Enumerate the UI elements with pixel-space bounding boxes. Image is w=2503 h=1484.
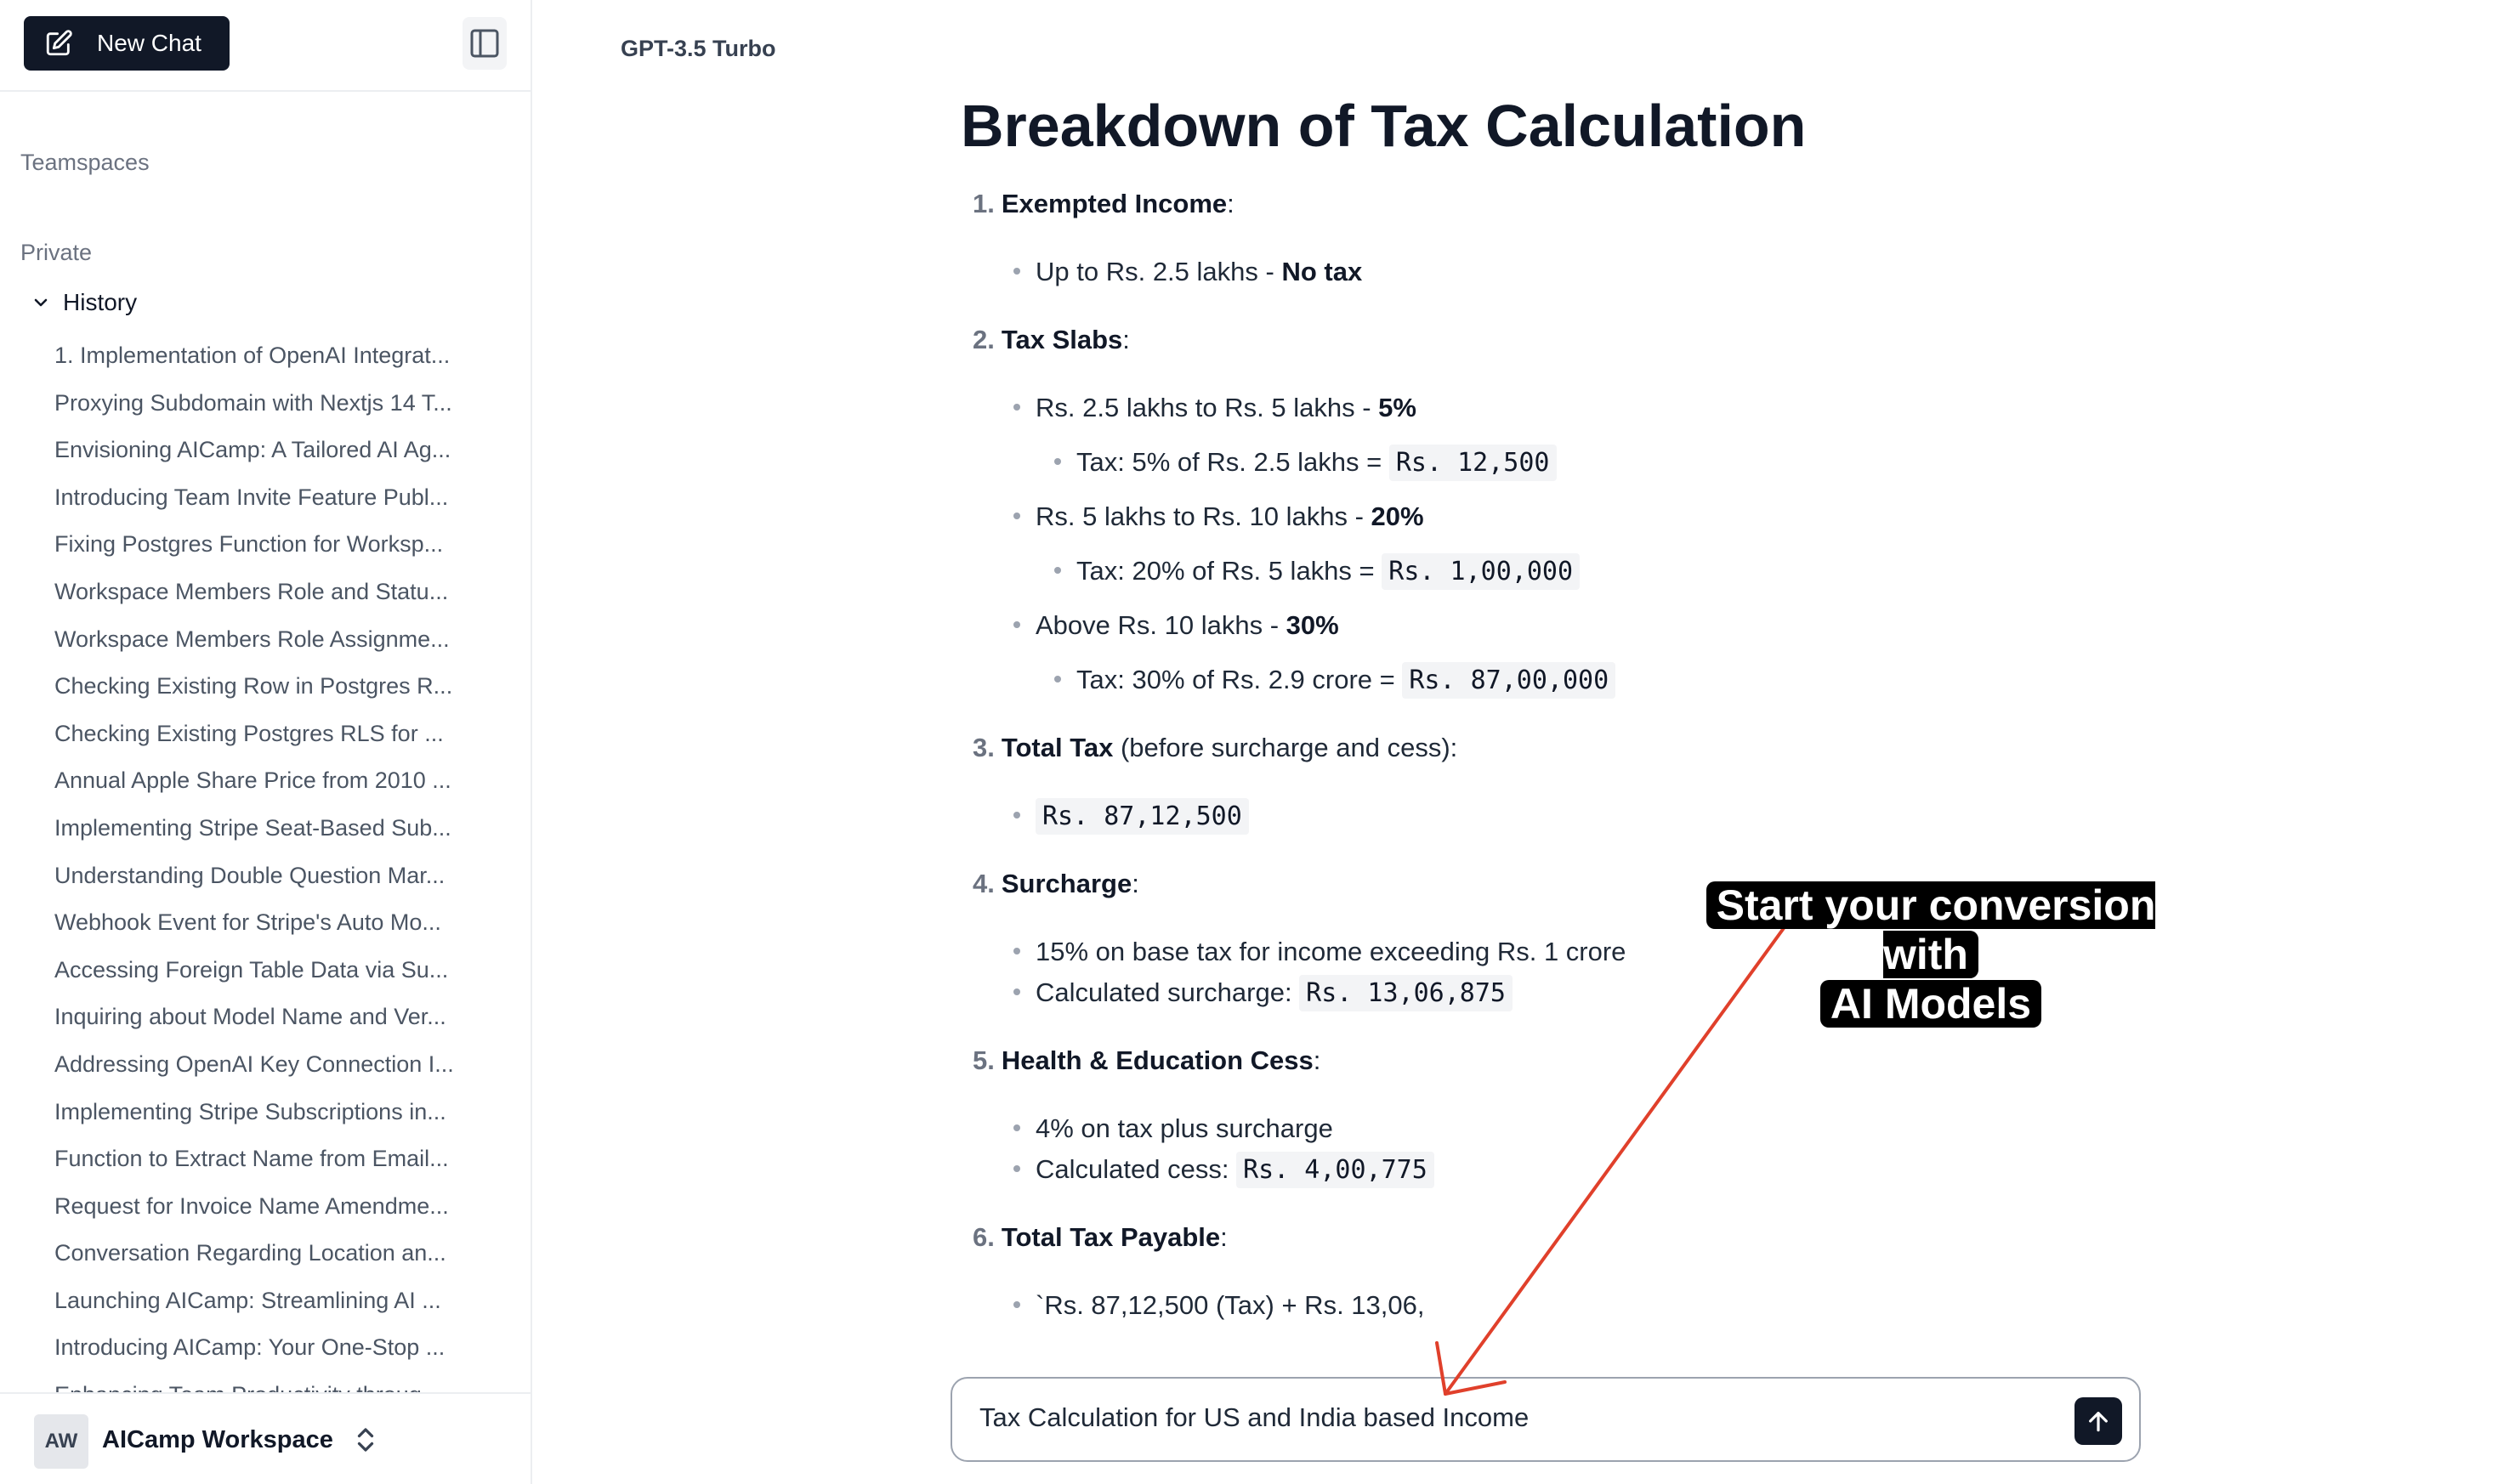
list-number: 1.: [973, 189, 995, 218]
item-bold: 5%: [1378, 393, 1416, 422]
message-title: Breakdown of Tax Calculation: [961, 93, 1807, 159]
history-label: History: [63, 289, 138, 315]
private-label[interactable]: Private: [20, 240, 93, 265]
history-item[interactable]: Proxying Subdomain with Nextjs 14 T...: [54, 389, 452, 416]
inline-code: Rs. 87,12,500: [1036, 798, 1249, 835]
history-item[interactable]: Checking Existing Row in Postgres R...: [54, 673, 453, 700]
workspace-name: AICamp Workspace: [102, 1426, 333, 1453]
item-text: Tax: 30% of Rs. 2.9 crore =: [1076, 665, 1403, 694]
section-suffix: (before surcharge and cess):: [1113, 733, 1458, 762]
section-suffix: :: [1227, 189, 1234, 218]
history-item[interactable]: Checking Existing Postgres RLS for ...: [54, 720, 444, 746]
item-text: 4% on tax plus surcharge: [1036, 1113, 1333, 1143]
section-heading: Surcharge: [1001, 869, 1132, 898]
item-bold: 20%: [1371, 501, 1424, 531]
inline-code: Rs. 87,00,000: [1402, 662, 1615, 699]
list-number: 3.: [973, 733, 995, 762]
section-suffix: :: [1220, 1222, 1228, 1252]
history-item[interactable]: 1. Implementation of OpenAI Integrat...: [54, 343, 451, 368]
callout-line-1: Start your conversion with: [1706, 881, 2156, 978]
list-number: 6.: [973, 1222, 995, 1252]
history-item[interactable]: Inquiring about Model Name and Ver...: [54, 1004, 446, 1030]
item-text: Tax: 20% of Rs. 5 lakhs =: [1076, 556, 1382, 586]
section-heading: Health & Education Cess: [1001, 1045, 1314, 1075]
item-text: Calculated cess:: [1036, 1154, 1237, 1184]
history-item[interactable]: Envisioning AICamp: A Tailored AI Ag...: [54, 437, 451, 463]
history-item[interactable]: Conversation Regarding Location an...: [54, 1240, 446, 1266]
item-text: 15% on base tax for income exceeding Rs. 1 crore: [1036, 937, 1626, 966]
section-suffix: :: [1313, 1045, 1321, 1075]
section-suffix: :: [1122, 325, 1130, 354]
history-item[interactable]: Introducing AICamp: Your One-Stop ...: [54, 1334, 446, 1361]
item-bold: No tax: [1281, 257, 1363, 286]
history-item[interactable]: Introducing Team Invite Feature Publ...: [54, 484, 449, 510]
inline-code: Rs. 13,06,875: [1299, 975, 1513, 1011]
inline-code: Rs. 1,00,000: [1382, 553, 1580, 590]
new-chat-label: New Chat: [97, 30, 201, 56]
history-item[interactable]: Implementing Stripe Seat-Based Sub...: [54, 814, 451, 841]
item-text: Tax: 5% of Rs. 2.5 lakhs =: [1076, 447, 1389, 477]
item-text: Rs. 2.5 lakhs to Rs. 5 lakhs -: [1036, 393, 1379, 422]
item-text: Up to Rs. 2.5 lakhs -: [1036, 257, 1282, 286]
workspace-avatar: AW: [34, 1414, 88, 1469]
item-bold: 30%: [1286, 610, 1339, 640]
history-item[interactable]: Addressing OpenAI Key Connection I...: [54, 1051, 454, 1077]
item-text: Calculated surcharge:: [1036, 977, 1300, 1007]
history-item[interactable]: Accessing Foreign Table Data via Su...: [54, 956, 449, 983]
history-item[interactable]: Annual Apple Share Price from 2010 ...: [54, 767, 451, 794]
list-number: 5.: [973, 1045, 995, 1075]
list-number: 2.: [973, 325, 995, 354]
chat-input-value[interactable]: Tax Calculation for US and India based Income: [979, 1402, 1530, 1432]
section-heading: Tax Slabs: [1001, 325, 1123, 354]
section-heading: Total Tax: [1001, 733, 1114, 762]
history-item[interactable]: Launching AICamp: Streamlining AI ...: [54, 1287, 441, 1313]
list-number: 4.: [973, 869, 995, 898]
history-item[interactable]: Implementing Stripe Subscriptions in...: [54, 1098, 446, 1124]
section-suffix: :: [1132, 869, 1139, 898]
history-item[interactable]: Request for Invoice Name Amendme...: [54, 1192, 449, 1219]
history-item[interactable]: Understanding Double Question Mar...: [54, 862, 446, 888]
history-item[interactable]: Workspace Members Role Assignme...: [54, 626, 450, 652]
section-heading: Exempted Income: [1001, 189, 1228, 218]
history-item[interactable]: Function to Extract Name from Email...: [54, 1146, 449, 1172]
history-item[interactable]: Webhook Event for Stripe's Auto Mo...: [54, 909, 441, 936]
inline-code: Rs. 12,500: [1389, 445, 1557, 481]
annotation-callout: [1672, 881, 2190, 1028]
item-text: Rs. 5 lakhs to Rs. 10 lakhs -: [1036, 501, 1371, 531]
history-item[interactable]: Fixing Postgres Function for Worksp...: [54, 531, 444, 558]
callout-line-2: AI Models: [1820, 980, 2041, 1028]
teamspaces-label[interactable]: Teamspaces: [20, 150, 150, 175]
section-heading: Total Tax Payable: [1001, 1222, 1221, 1252]
inline-code: Rs. 4,00,775: [1236, 1152, 1434, 1188]
history-item[interactable]: Workspace Members Role and Statu...: [54, 578, 449, 604]
item-text: Above Rs. 10 lakhs -: [1036, 610, 1286, 640]
model-selector[interactable]: GPT-3.5 Turbo: [621, 36, 776, 61]
item-text: `Rs. 87,12,500 (Tax) + Rs. 13,06,: [1036, 1290, 1425, 1320]
